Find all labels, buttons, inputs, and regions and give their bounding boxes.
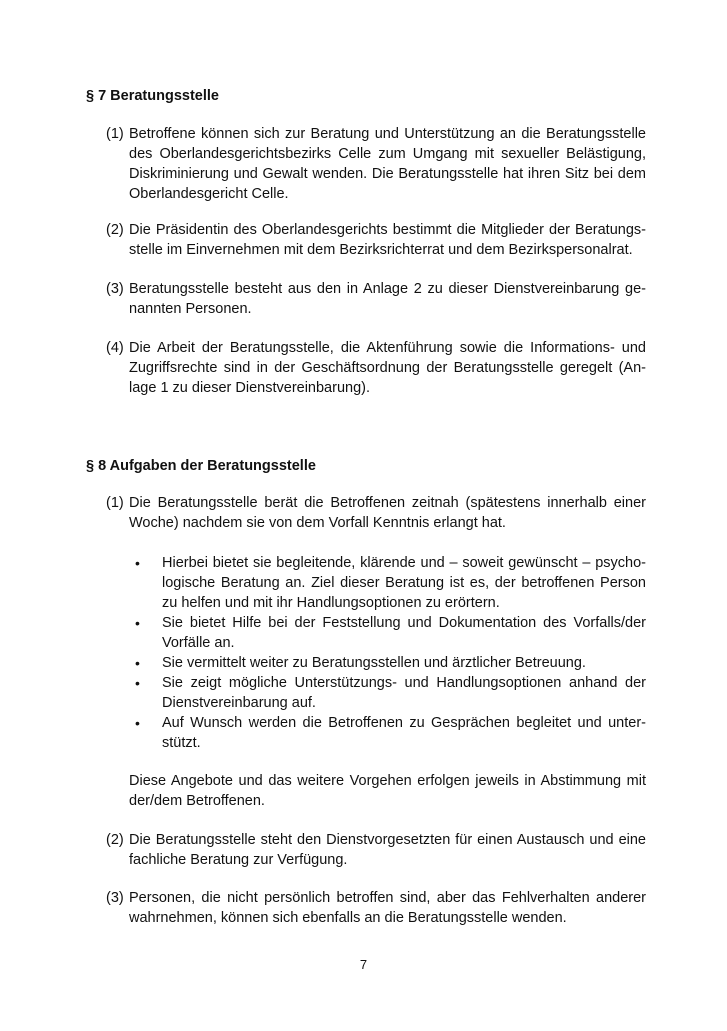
- bullet-icon: •: [135, 655, 140, 671]
- paragraph-number: (3): [106, 281, 124, 297]
- paragraph-number: (2): [106, 832, 124, 848]
- paragraph-text: Betroffene können sich zur Beratung und Unterstützung an die Beratungsstelle des Oberlandesgerichtsbezirks Celle zum Umgang mit sexueller Belästigung, Diskriminierung und Gewalt wenden. Die Beratungsstelle hat ihren Sitz bei dem Oberlandesgericht Celle.: [129, 126, 646, 202]
- list-item-text: Sie vermittelt weiter zu Beratungsstellen und ärztlicher Betreuung.: [162, 655, 586, 671]
- paragraph-number: (4): [106, 340, 124, 356]
- list-item: [86, 613, 646, 653]
- list-item-text: Sie bietet Hilfe bei der Feststellung und Dokumentation des Vorfalls/der Vorfälle an.: [162, 615, 646, 651]
- page-number: 7: [359, 957, 368, 972]
- paragraph-text: Die Präsidentin des Oberlandesgerichts bestimmt die Mitglieder der Beratungsstelle im Einvernehmen mit dem Bezirksrichterrat und dem Bezirkspersonalrat.: [129, 222, 646, 258]
- section-7-paragraph-4: [86, 338, 646, 398]
- paragraph-number: (1): [106, 126, 124, 142]
- list-item: [86, 653, 646, 673]
- section-7-heading: § 7 Beratungsstelle: [86, 88, 219, 104]
- section-8: [86, 456, 646, 476]
- paragraph-text: Die Beratungsstelle berät die Betroffenen zeitnah (spätestens innerhalb einer Woche) nachdem sie von dem Vorfall Kenntnis erlangt hat.: [129, 495, 646, 531]
- list-item-text: Auf Wunsch werden die Betroffenen zu Gesprächen begleitet und unterstützt.: [162, 715, 646, 751]
- list-item-text: Sie zeigt mögliche Unterstützungs- und Handlungsoptionen anhand der Dienstvereinbarung auf.: [162, 675, 646, 711]
- paragraph-number: (2): [106, 222, 124, 238]
- section-8-paragraph-3: [86, 888, 646, 928]
- list-item: [86, 713, 646, 753]
- section-8-heading: § 8 Aufgaben der Beratungsstelle: [86, 458, 316, 474]
- section-7-paragraph-3: [86, 279, 646, 319]
- bullet-icon: •: [135, 615, 140, 631]
- paragraph-number: (3): [106, 890, 124, 906]
- bullet-icon: •: [135, 555, 140, 571]
- bullet-icon: •: [135, 675, 140, 691]
- section-8-bullet-list: [86, 553, 646, 753]
- note-text: Diese Angebote und das weitere Vorgehen erfolgen jeweils in Abstimmung mit der/dem Betroffenen.: [129, 773, 646, 809]
- bullet-icon: •: [135, 715, 140, 731]
- paragraph-text: Die Arbeit der Beratungsstelle, die Aktenführung sowie die Informations- und Zugriffsrechte sind in der Geschäftsordnung der Beratungsstelle geregelt (Anlage 1 zu dieser Dienstvereinbarung).: [129, 340, 646, 396]
- paragraph-text: Personen, die nicht persönlich betroffen sind, aber das Fehlverhalten anderer wahrnehmen, können sich ebenfalls an die Beratungsstelle wenden.: [129, 890, 646, 926]
- section-8-paragraph-1: [86, 493, 646, 533]
- section-7: [86, 86, 646, 106]
- paragraph-number: (1): [106, 495, 124, 511]
- section-8-note: [86, 771, 646, 811]
- paragraph-text: Beratungsstelle besteht aus den in Anlage 2 zu dieser Dienstvereinbarung genannten Personen.: [129, 281, 646, 317]
- section-7-paragraph-2: [86, 220, 646, 260]
- paragraph-text: Die Beratungsstelle steht den Dienstvorgesetzten für einen Austausch und eine fachliche Beratung zur Verfügung.: [129, 832, 646, 868]
- list-item-text: Hierbei bietet sie begleitende, klärende und – soweit gewünscht – psychologische Beratung an. Ziel dieser Beratung ist es, der betroffenen Person zu helfen und mit ihr Handlungsoptionen zu erörtern.: [162, 555, 646, 611]
- section-7-paragraph-1: [86, 124, 646, 204]
- list-item: [86, 553, 646, 613]
- section-8-paragraph-2: [86, 830, 646, 870]
- list-item: [86, 673, 646, 713]
